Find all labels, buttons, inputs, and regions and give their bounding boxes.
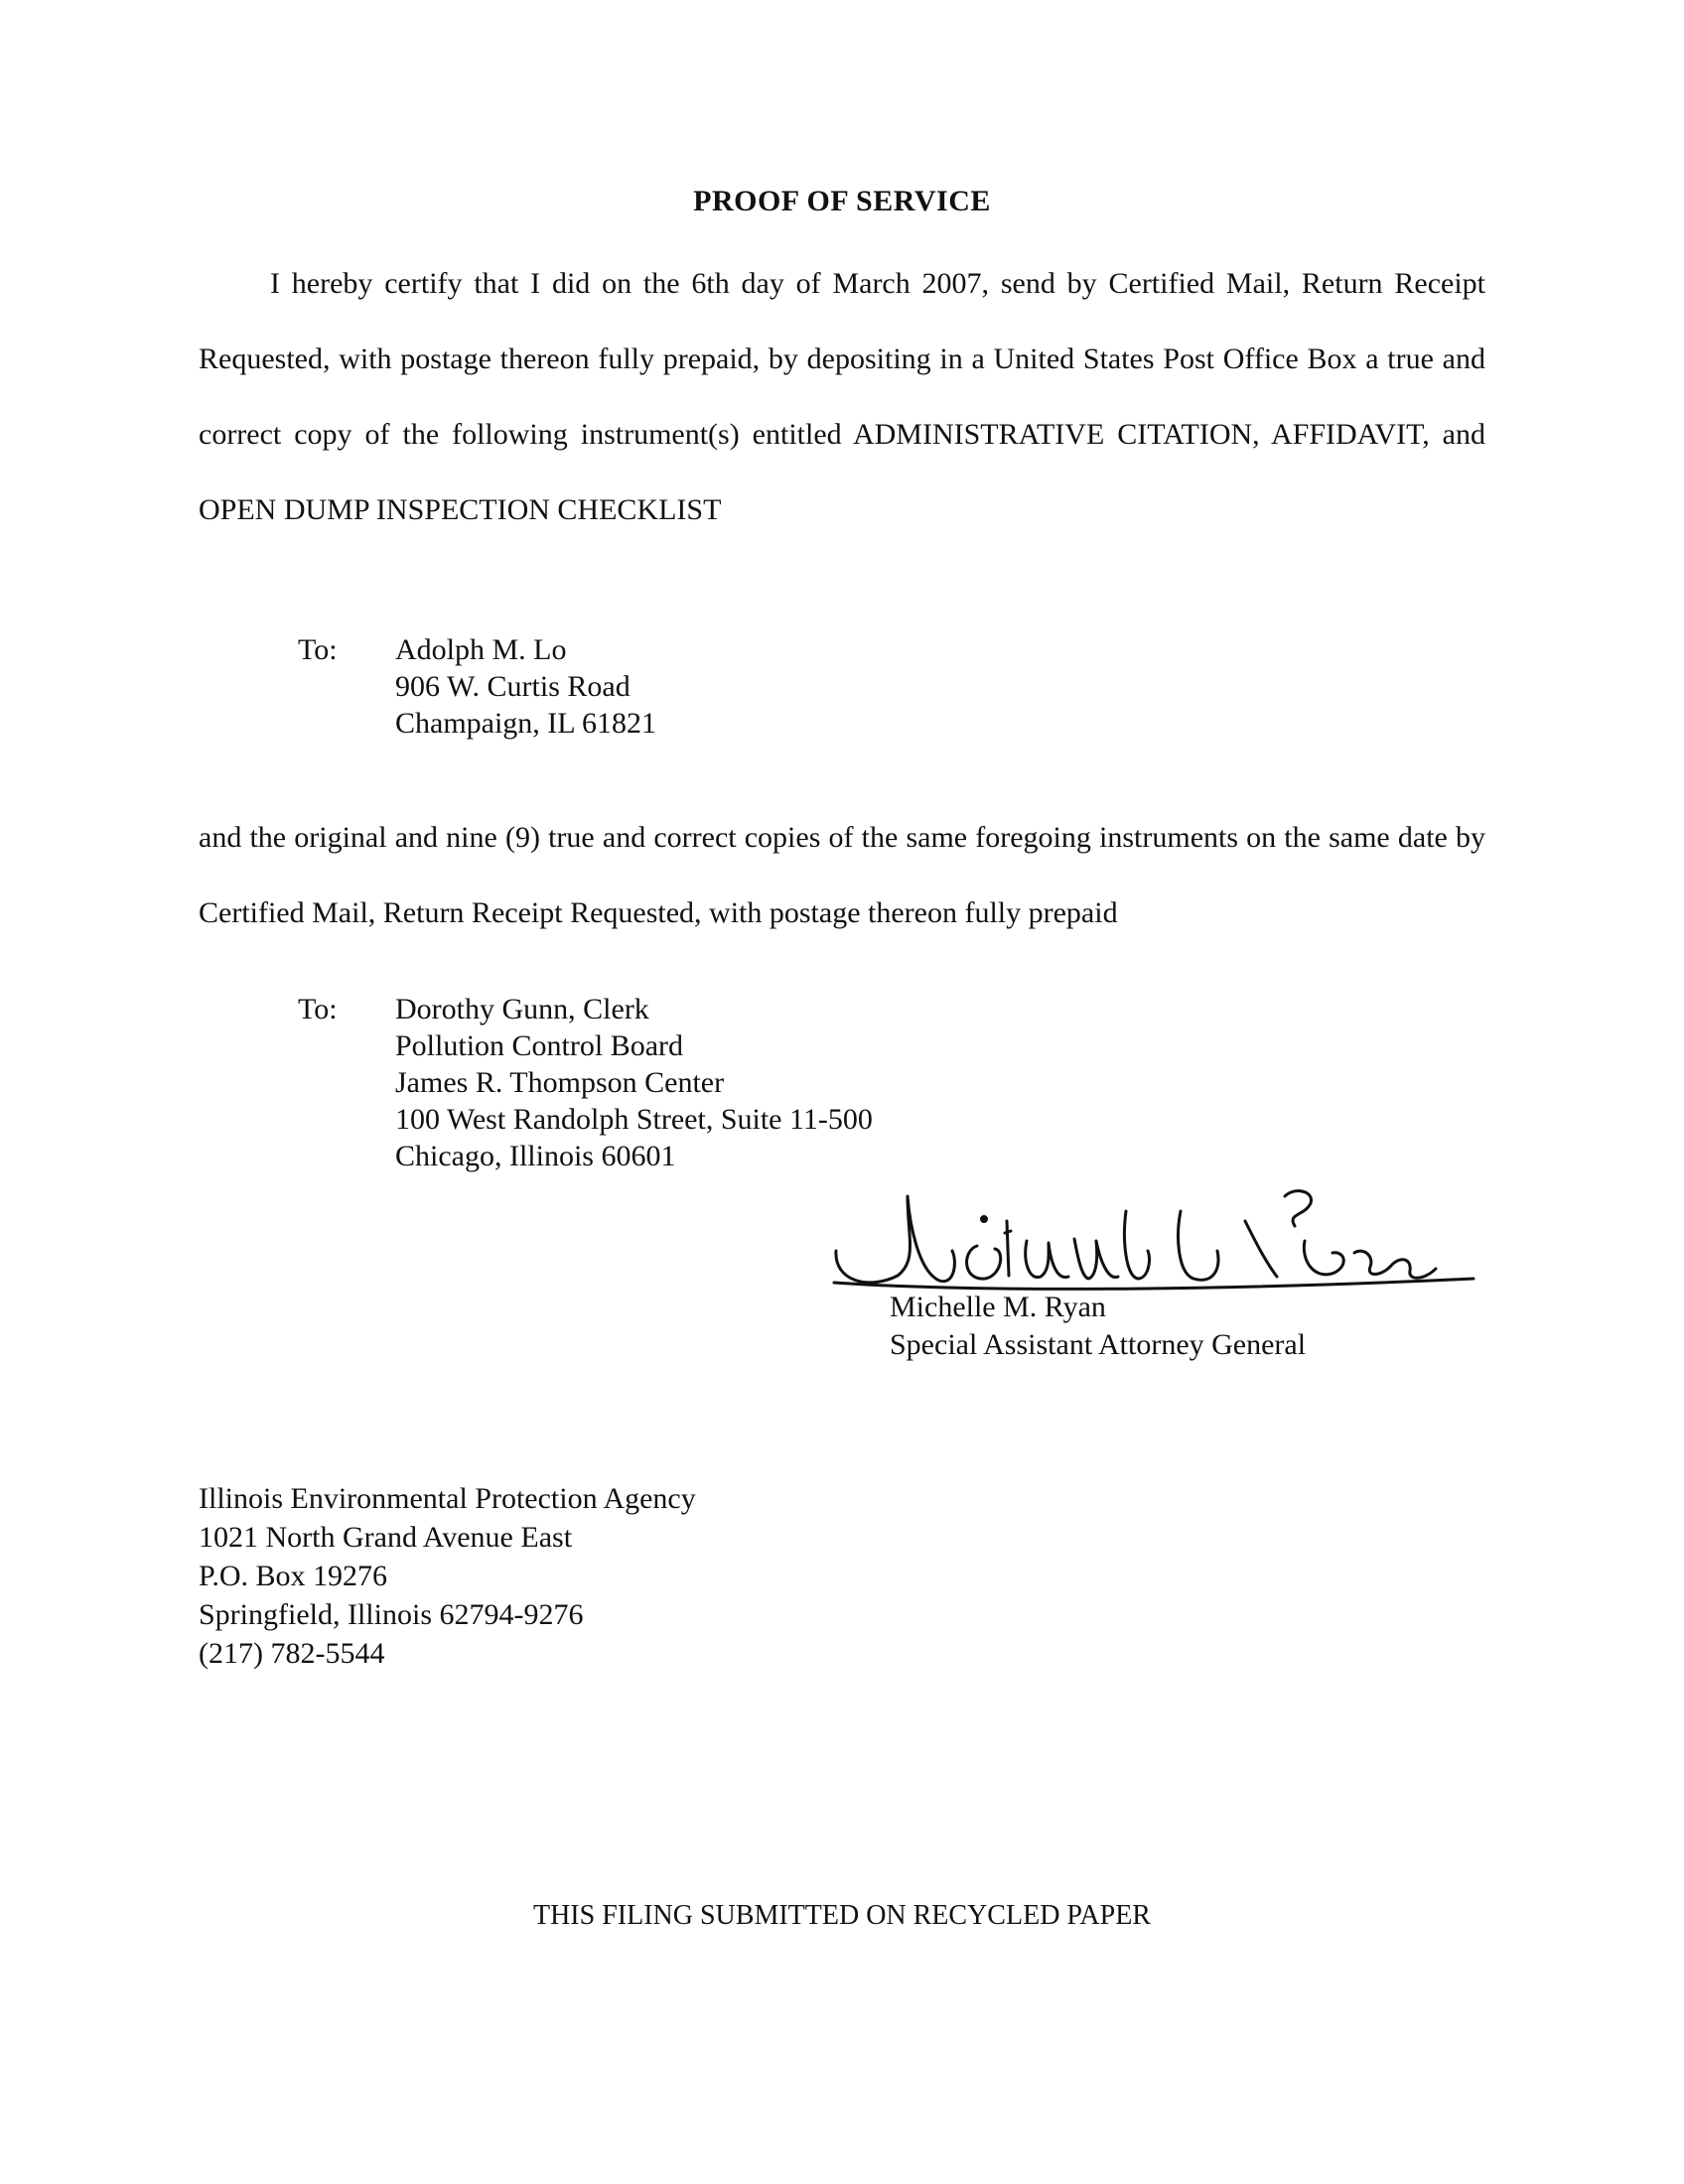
agency-street: 1021 North Grand Avenue East (199, 1521, 573, 1554)
to-label: To: (298, 993, 338, 1025)
recycled-paper-footer: THIS FILING SUBMITTED ON RECYCLED PAPER (532, 1900, 1151, 1931)
recipient-name: Adolph M. Lo (395, 633, 567, 666)
recipient-building: James R. Thompson Center (395, 1066, 725, 1099)
recipient-street: 906 W. Curtis Road (395, 670, 631, 703)
to-label: To: (298, 633, 338, 666)
certification-paragraph: I hereby certify that I did on the 6th day of March 2007, send by Certified Mail, Return Receipt Requested, with postage thereon fully prepaid, by depositing in a United States Post Office Box a true and correct copy of the following instrument(s) entitled ADMINISTRATIVE CITATION, AFFIDAVIT, and OPEN DUMP INSPECTION CHECKLIST (199, 267, 1485, 526)
agency-address (199, 1479, 696, 1673)
recipient-street: 100 West Randolph Street, Suite 11-500 (395, 1103, 873, 1136)
agency-phone: (217) 782-5544 (199, 1637, 385, 1670)
signer-block (890, 1289, 1306, 1364)
signer-title: Special Assistant Attorney General (890, 1328, 1307, 1361)
address-lines (395, 631, 656, 742)
signer-name: Michelle M. Ryan (890, 1291, 1106, 1323)
page-title: PROOF OF SERVICE (693, 185, 991, 217)
recipient-city: Chicago, Illinois 60601 (395, 1140, 676, 1172)
agency-po-box: P.O. Box 19276 (199, 1560, 388, 1592)
agency-city: Springfield, Illinois 62794-9276 (199, 1598, 584, 1631)
recipient-org: Pollution Control Board (395, 1029, 684, 1062)
agency-name: Illinois Environmental Protection Agency (199, 1482, 696, 1515)
recipient-name: Dorothy Gunn, Clerk (395, 993, 649, 1025)
recipient-city: Champaign, IL 61821 (395, 707, 657, 740)
address-lines (395, 991, 873, 1174)
copies-paragraph: and the original and nine (9) true and correct copies of the same foregoing instruments on the same date by Certified Mail, Return Receipt Requested, with postage thereon fully prepaid (199, 821, 1485, 929)
